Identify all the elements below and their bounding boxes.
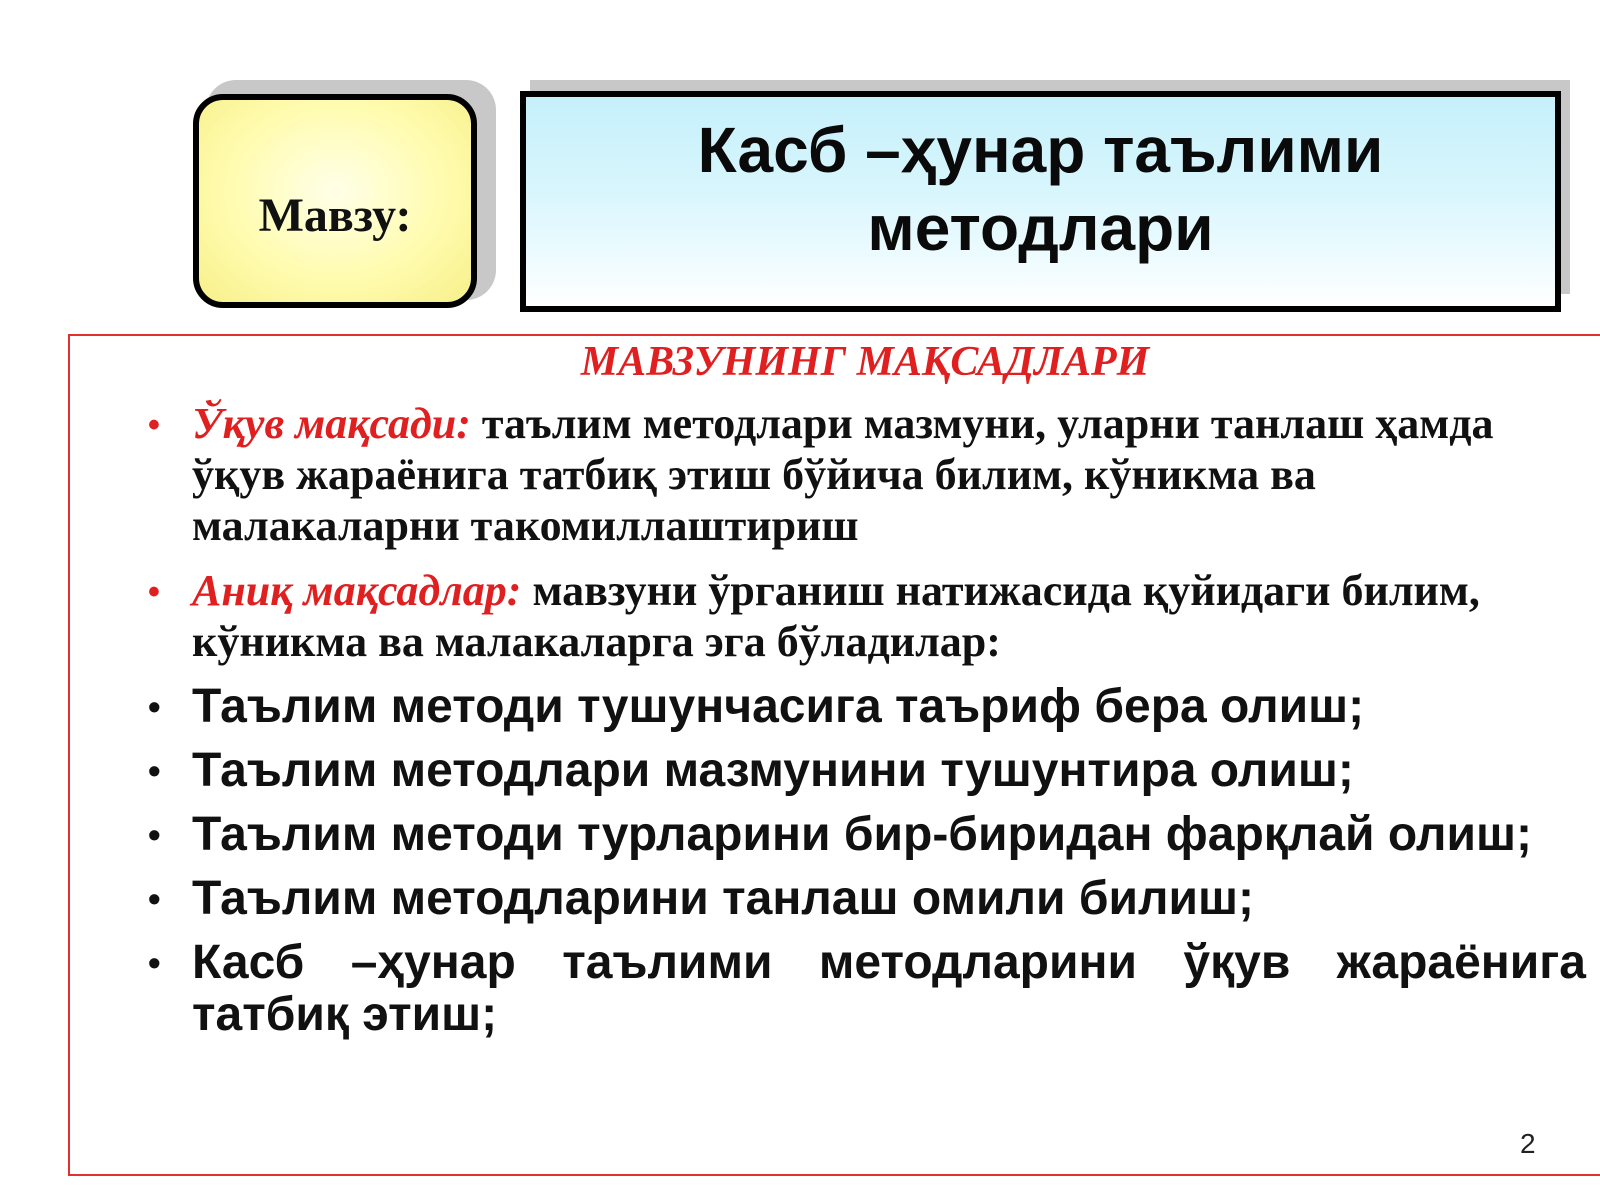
- goals-heading: [0, 338, 1600, 386]
- goals-heading-text: МАВЗУНИНГ МАҚСАДЛАРИ: [580, 339, 1150, 385]
- list-item: [146, 681, 1586, 733]
- bullet-icon: •: [148, 686, 161, 727]
- list-item: [146, 745, 1586, 797]
- bullet-icon: •: [148, 814, 161, 855]
- specific-goals-item: [146, 565, 1586, 667]
- learning-goal-label: Ўқув мақсади:: [192, 399, 471, 448]
- title-box: [520, 91, 1561, 312]
- bullet-icon: •: [148, 750, 161, 791]
- bullet-icon: •: [148, 942, 161, 983]
- slide-title-line-2: методлари: [867, 192, 1214, 264]
- bullet-icon: •: [148, 573, 160, 611]
- list-item: [146, 873, 1586, 925]
- bullet-icon: •: [148, 406, 160, 444]
- topic-box: [193, 94, 477, 308]
- list-item-text: Таълим методлари мазмунини тушунтира олиш;: [192, 744, 1354, 797]
- bullet-icon: •: [148, 878, 161, 919]
- slide-title-line-1: Касб –ҳунар таълими: [697, 114, 1384, 186]
- slide-number: 2: [1520, 1128, 1536, 1159]
- learning-goal-item: [146, 398, 1586, 551]
- topic-label: Мавзу:: [258, 188, 412, 242]
- list-item-text: Касб –ҳунар таълими методларини ўқув жараёнига татбиқ этиш;: [192, 936, 1586, 1041]
- list-item: [146, 809, 1586, 861]
- list-item: [146, 937, 1586, 1041]
- list-item-text: Таълим методи турларини бир-биридан фарқлай олиш;: [192, 808, 1532, 861]
- specific-goals-label: Аниқ мақсадлар:: [192, 566, 522, 615]
- slide-title: [526, 111, 1555, 267]
- learning-goal-text: таълим методлари мазмуни, уларни танлаш ҳамда ўқув жараёнига татбиқ этиш бўйича билим, кўникма ва малакаларни такомиллаштириш: [192, 399, 1494, 550]
- goals-list: [146, 398, 1586, 1053]
- specific-goals-text: мавзуни ўрганиш натижасида қуйидаги билим, кўникма ва малакаларга эга бўладилар:: [192, 566, 1480, 666]
- list-item-text: Таълим методи тушунчасига таъриф бера олиш;: [192, 680, 1365, 733]
- list-item-text: Таълим методларини танлаш омили билиш;: [192, 872, 1255, 925]
